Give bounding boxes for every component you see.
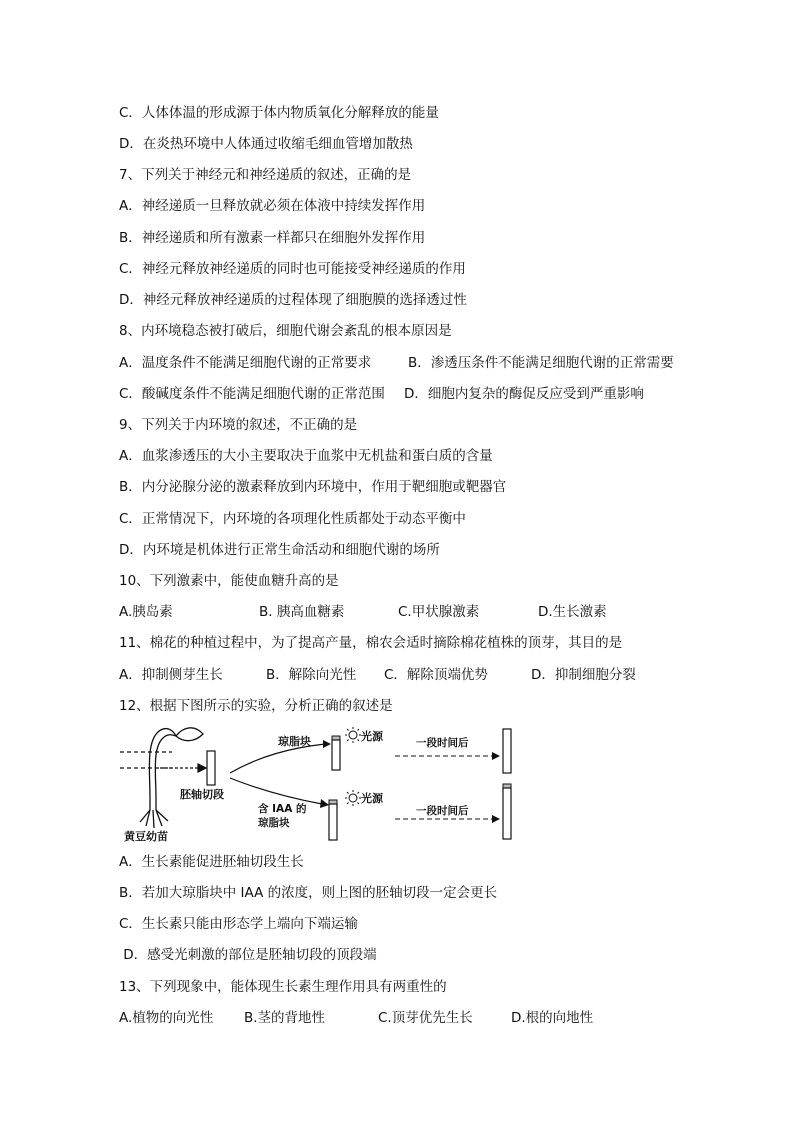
question-stem: 12、根据下图所示的实验，分析正确的叙述是: [119, 698, 393, 714]
option-text: A．神经递质一旦释放就必须在体液中持续发挥作用: [119, 198, 426, 214]
option-text: A．血浆渗透压的大小主要取决于血浆中无机盐和蛋白质的含量: [119, 448, 493, 464]
option-text: C．解除顶端优势: [384, 667, 488, 683]
option-text: B．解除向光性: [266, 667, 357, 683]
segment-box: [207, 751, 215, 785]
label-light: 光源: [361, 792, 383, 805]
seedling-drawing: [120, 728, 203, 828]
result-segment-bottom: [503, 784, 511, 839]
sun-icon: [345, 790, 361, 806]
question-stem: 8、内环境稳态被打破后，细胞代谢会紊乱的根本原因是: [119, 323, 452, 339]
option-text: C．人体体温的形成源于体内物质氧化分解释放的能量: [119, 105, 439, 121]
label-agar: 琼脂块: [278, 735, 311, 748]
option-text: D．感受光刺激的部位是胚轴切段的顶段端: [119, 947, 377, 963]
question-stem: 10、下列激素中，能使血糖升高的是: [119, 573, 339, 589]
option-text: B．渗透压条件不能满足细胞代谢的正常需要: [408, 355, 674, 371]
option-text: D.生长激素: [538, 604, 607, 620]
segment-with-agar-top: [332, 736, 340, 770]
option-text: A．生长素能促进胚轴切段生长: [119, 854, 304, 870]
option-text: C．神经元释放神经递质的同时也可能接受神经递质的作用: [119, 261, 466, 277]
label-after-time: 一段时间后: [416, 737, 469, 749]
option-text: D．内环境是机体进行正常生命活动和细胞代谢的场所: [119, 542, 440, 558]
option-text: B.茎的背地性: [244, 1010, 326, 1026]
arrow-icon: [230, 744, 325, 804]
option-text: B．神经递质和所有激素一样都只在细胞外发挥作用: [119, 230, 426, 246]
option-text: D．神经元释放神经递质的过程体现了细胞膜的选择透过性: [119, 292, 467, 308]
label-segment: 胚轴切段: [180, 788, 224, 801]
option-text: A.胰岛素: [119, 604, 173, 620]
option-text: C.甲状腺激素: [398, 604, 480, 620]
option-text: C．酸碱度条件不能满足细胞代谢的正常范围: [119, 386, 385, 402]
option-text: A.植物的向光性: [119, 1010, 214, 1026]
option-text: B. 胰高血糖素: [259, 604, 345, 620]
question-stem: 11、棉花的种植过程中，为了提高产量，棉农会适时摘除棉花植株的顶芽，其目的是: [119, 635, 623, 651]
option-text: D．抑制细胞分裂: [531, 667, 636, 683]
question-stem: 13、下列现象中，能体现生长素生理作用具有两重性的: [119, 979, 447, 995]
option-text: D.根的向地性: [511, 1010, 594, 1026]
question-stem: 9、下列关于内环境的叙述，不正确的是: [119, 417, 358, 433]
option-text: B．内分泌腺分泌的激素释放到内环境中，作用于靶细胞或靶器官: [119, 479, 507, 495]
option-text: D．在炎热环境中人体通过收缩毛细血管增加散热: [119, 136, 413, 152]
question-stem: 7、下列关于神经元和神经递质的叙述，正确的是: [119, 167, 412, 183]
segment-with-iaa-agar: [329, 800, 337, 840]
result-segment-top: [503, 729, 511, 773]
label-light: 光源: [361, 730, 383, 743]
label-iaa-agar-1: 含 IAA 的: [258, 803, 307, 815]
experiment-figure: [110, 718, 530, 850]
sun-icon: [345, 727, 361, 743]
label-after-time: 一段时间后: [416, 805, 469, 817]
arrow-icon: [160, 764, 206, 772]
option-text: A．温度条件不能满足细胞代谢的正常要求: [119, 355, 372, 371]
label-iaa-agar-2: 琼脂块: [258, 817, 290, 829]
option-text: C．正常情况下，内环境的各项理化性质都处于动态平衡中: [119, 511, 466, 527]
option-text: C．生长素只能由形态学上端向下端运输: [119, 916, 358, 932]
label-seedling: 黄豆幼苗: [124, 830, 168, 843]
option-text: A．抑制侧芽生长: [119, 667, 223, 683]
option-text: B．若加大琼脂块中 IAA 的浓度，则上图的胚轴切段一定会更长: [119, 885, 498, 901]
option-text: C.顶芽优先生长: [378, 1010, 473, 1026]
option-text: D．细胞内复杂的酶促反应受到严重影响: [404, 386, 644, 402]
